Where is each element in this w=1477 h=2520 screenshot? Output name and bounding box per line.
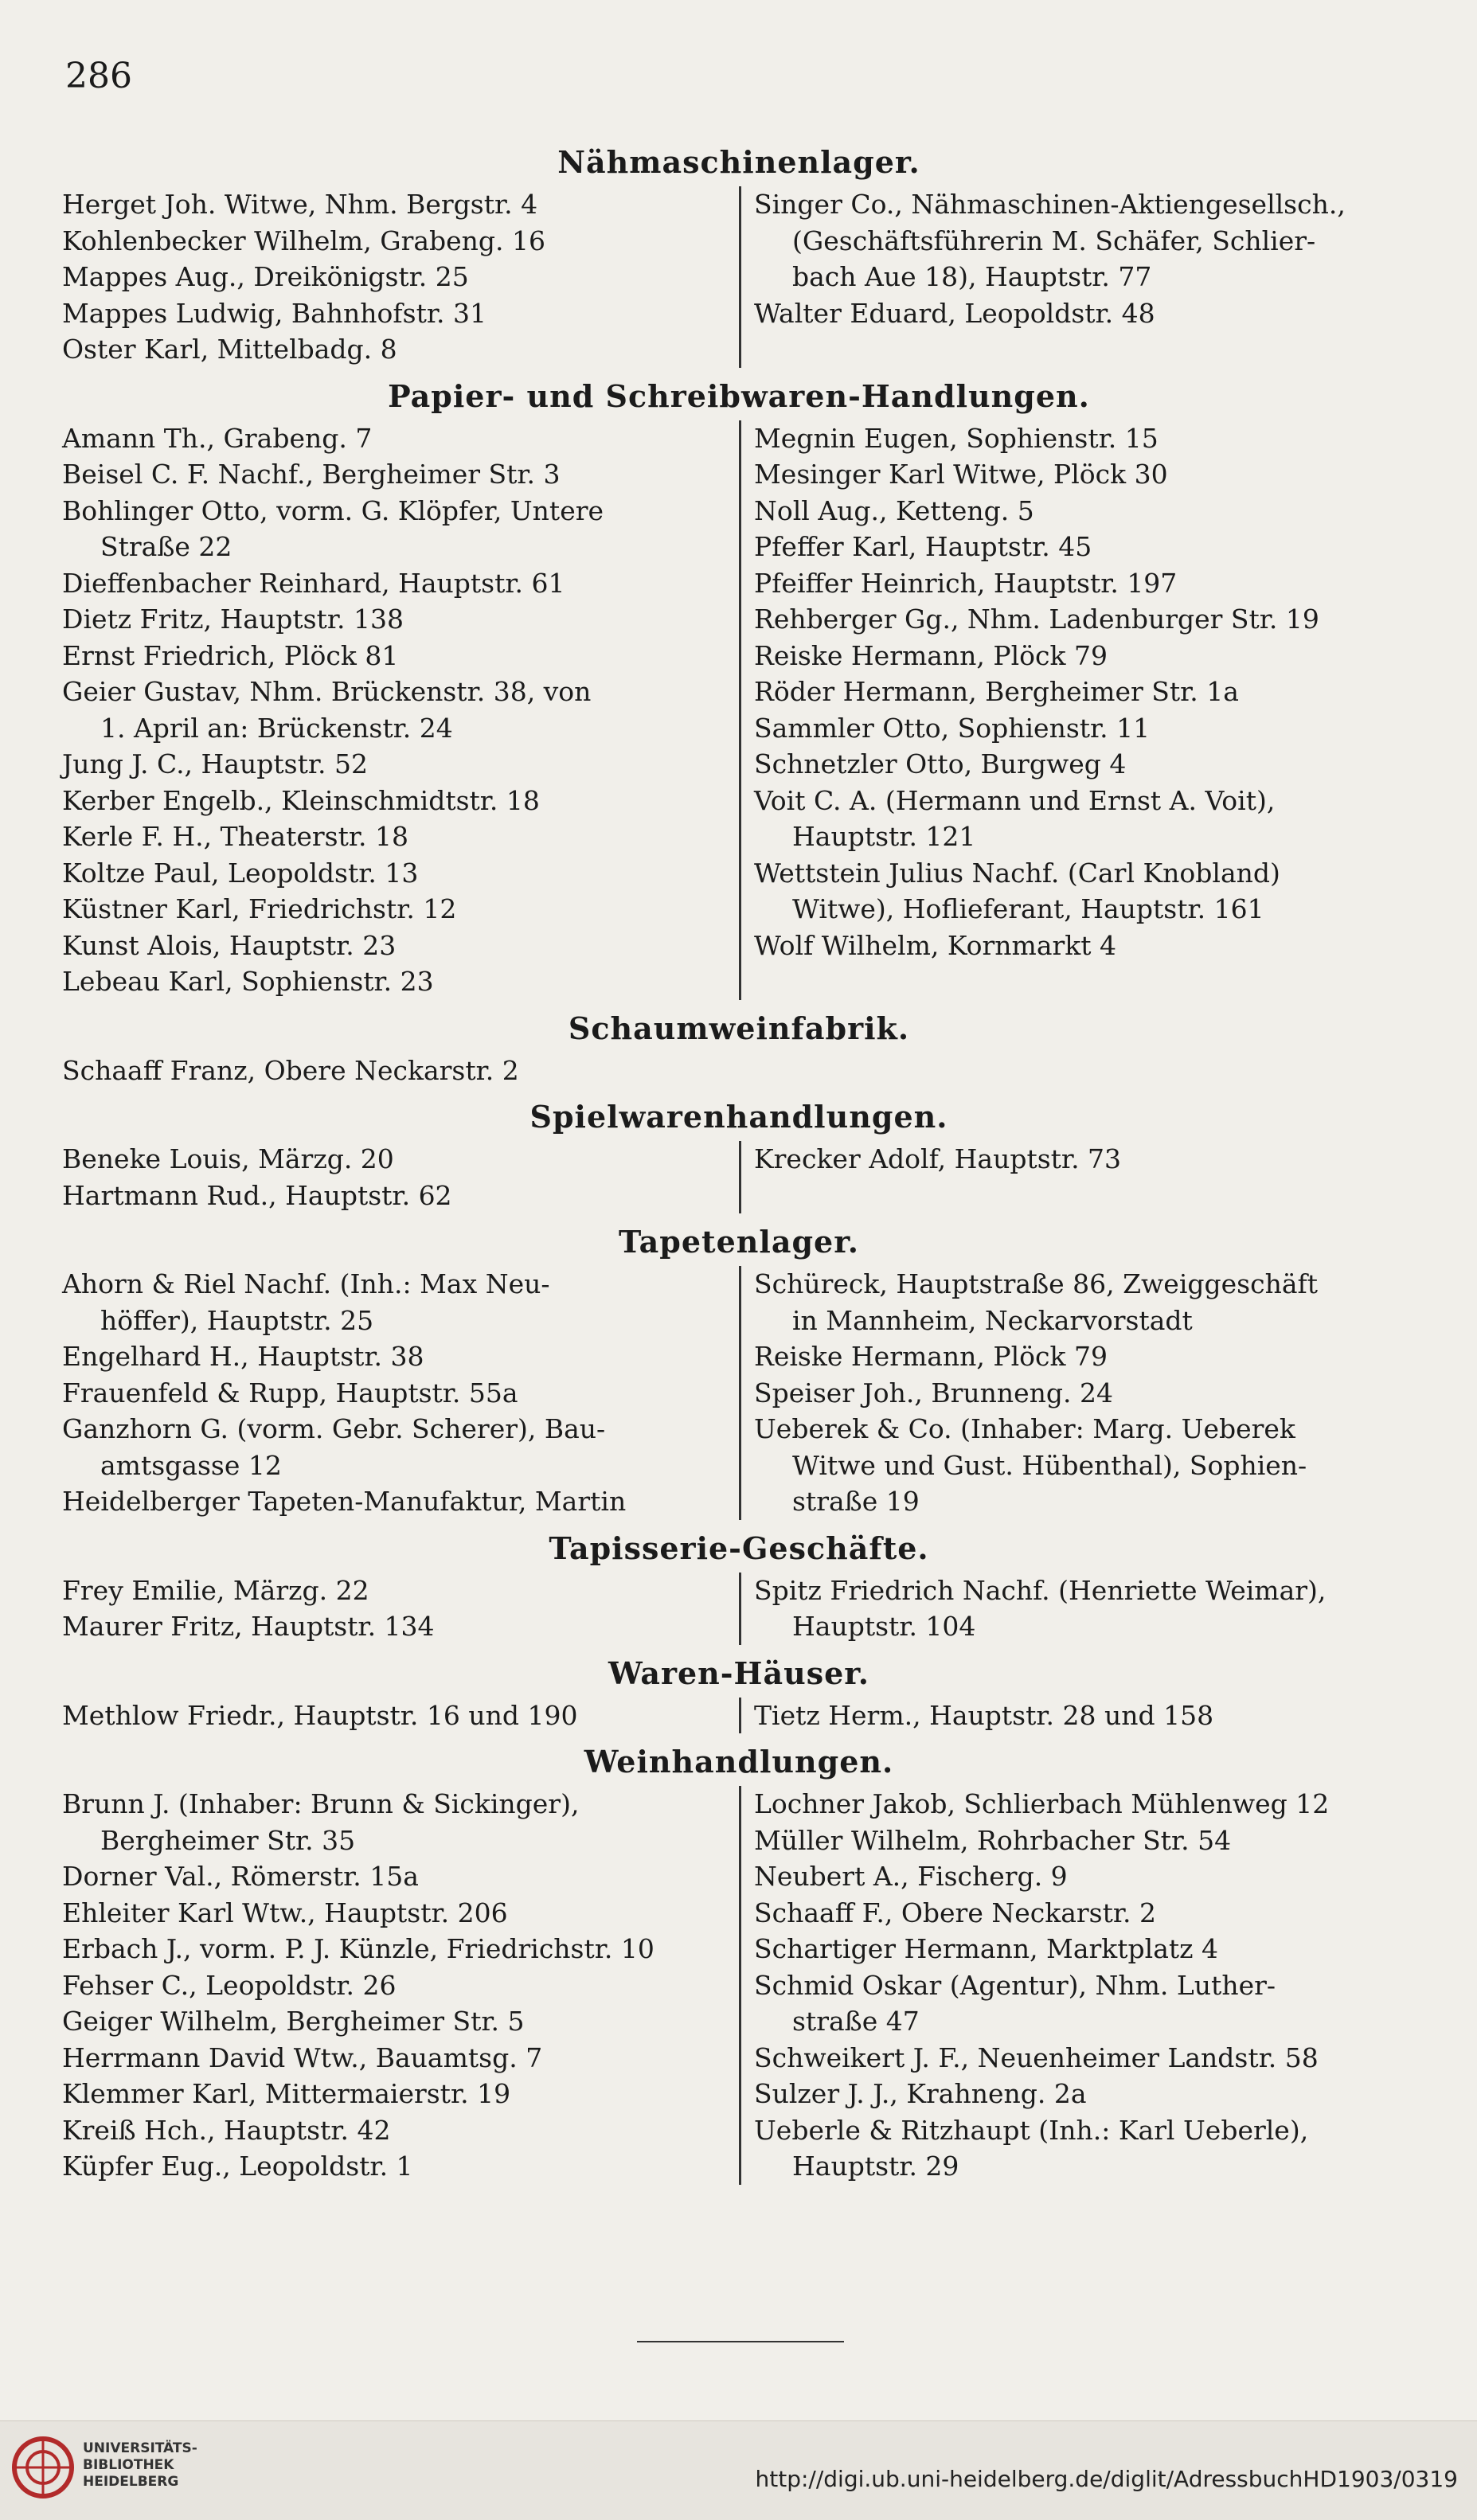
directory-section [62,1006,1416,1089]
directory-entry [754,1858,1416,1895]
directory-entry [754,1895,1416,1932]
entry-line: Engelhard H., Hauptstr. 38 [62,1341,424,1372]
library-name-line: UNIVERSITÄTS- [83,2440,197,2456]
section-title: Papier- und Schreibwaren-Handlungen. [388,377,1090,414]
entry-line: Ahorn & Riel Nachf. (Inh.: Max Neu- [62,1268,550,1299]
entry-line: Schnetzler Otto, Burgweg 4 [754,748,1127,779]
directory-entry [62,1967,731,2004]
directory-entry [754,1573,1416,1645]
section-title: Nähmaschinenlager. [557,144,920,180]
directory-section [62,1526,1416,1645]
directory-entry [62,963,731,1000]
entry-line: Erbach J., vorm. P. J. Künzle, Friedrichstr. 10 [62,1933,654,1964]
entry-line: Spitz Friedrich Nachf. (Henriette Weimar), [754,1574,1327,1606]
directory-entry [62,1895,731,1932]
entry-line: Ernst Friedrich, Plöck 81 [62,639,399,671]
entry-continuation-line: bach Aue 18), Hauptstr. 77 [792,261,1152,292]
entry-line: Schüreck, Hauptstraße 86, Zweiggeschäft [754,1268,1318,1299]
entry-line: Schweikert J. F., Neuenheimer Landstr. 58 [754,2041,1319,2073]
right-column [739,1786,1416,2185]
entry-line: Sammler Otto, Sophienstr. 11 [754,712,1151,744]
entry-line: Mesinger Karl Witwe, Plöck 30 [754,459,1168,490]
directory-entry [62,746,731,783]
directory-entry [754,493,1416,529]
right-column [739,1698,1416,1734]
right-column [739,186,1416,368]
directory-entry [62,891,731,928]
entry-line: Singer Co., Nähmaschinen-Aktiengesellsch., [754,189,1346,220]
directory-entry [754,295,1416,332]
section-title: Schaumweinfabrik. [568,1010,910,1046]
entry-continuation-line: straße 19 [792,1486,920,1517]
entry-line: Beneke Louis, Märzg. 20 [62,1143,394,1174]
entry-line: Noll Aug., Ketteng. 5 [754,494,1034,526]
entry-line: Kohlenbecker Wilhelm, Grabeng. 16 [62,225,546,256]
section-title: Tapetenlager. [619,1224,859,1260]
directory-entry [62,1573,731,1609]
two-column-list [62,186,1416,368]
entry-line: Megnin Eugen, Sophienstr. 15 [754,422,1159,454]
entry-line: Pfeffer Karl, Hauptstr. 45 [754,531,1092,562]
entry-continuation-line: Witwe), Hoflieferant, Hauptstr. 161 [792,893,1264,924]
directory-entry [754,1967,1416,2040]
directory-entry [62,2112,731,2149]
entry-line: Kreiß Hch., Hauptstr. 42 [62,2114,391,2146]
entry-line: Geier Gustav, Nhm. Brückenstr. 38, von [62,676,592,707]
directory-entry [754,1141,1416,1178]
two-column-list [62,420,1416,1000]
directory-entry [62,1786,731,1858]
entry-line: Reiske Hermann, Plöck 79 [754,1341,1108,1372]
directory-entry [62,565,731,602]
entry-line: Dorner Val., Römerstr. 15a [62,1861,419,1892]
entry-line: Sulzer J. J., Krahneng. 2a [754,2078,1087,2109]
directory-entry [754,1698,1416,1734]
directory-entry [754,2112,1416,2185]
section-title: Spielwarenhandlungen. [529,1099,948,1135]
entry-continuation-line: straße 47 [792,2006,920,2037]
directory-entry [754,2040,1416,2077]
entry-continuation-line: höffer), Hauptstr. 25 [100,1304,374,1336]
entry-line: Klemmer Karl, Mittermaierstr. 19 [62,2078,511,2109]
left-column [62,1698,739,1734]
entry-line: Speiser Joh., Brunneng. 24 [754,1377,1114,1408]
source-url-link[interactable]: http://digi.ub.uni-heidelberg.de/diglit/AdressbuchHD1903/0319 [755,2466,1458,2492]
directory-entry [62,601,731,638]
entry-line: Frey Emilie, Märzg. 22 [62,1574,369,1606]
entry-continuation-line: Straße 22 [100,531,232,562]
section-title: Weinhandlungen. [584,1744,894,1780]
entry-line: Küstner Karl, Friedrichstr. 12 [62,893,457,924]
left-column [62,1141,739,1213]
right-column [739,1266,1416,1520]
directory-entry [62,1483,731,1520]
entry-line: Dietz Fritz, Hauptstr. 138 [62,604,404,635]
left-column [62,1266,739,1520]
left-column [62,186,739,368]
directory-section [62,1095,1416,1213]
directory-entry [754,1931,1416,1967]
entry-line: Ganzhorn G. (vorm. Gebr. Scherer), Bau- [62,1413,606,1444]
directory-entry [754,638,1416,674]
entry-line: Koltze Paul, Leopoldstr. 13 [62,857,419,889]
entry-continuation-line: Bergheimer Str. 35 [100,1824,356,1856]
page-number: 286 [65,56,132,96]
entry-line: Kerle F. H., Theaterstr. 18 [62,821,408,852]
two-column-list [62,1141,1416,1213]
two-column-list [62,1573,1416,1645]
directory-entry [62,1141,731,1178]
entry-line: Herget Joh. Witwe, Nhm. Bergstr. 4 [62,189,538,220]
directory-section [62,374,1416,1000]
directory-entry [754,928,1416,964]
directory-entry [62,928,731,964]
directory-entry [754,1411,1416,1520]
library-footer [0,2420,1477,2520]
directory-entry [754,746,1416,783]
directory-content [62,135,1416,2191]
directory-entry [62,1375,731,1412]
entry-continuation-line: Hauptstr. 121 [792,821,976,852]
entry-line: Fehser C., Leopoldstr. 26 [62,1969,397,2001]
directory-entry [754,529,1416,565]
two-column-list [62,1266,1416,1520]
entry-line: Amann Th., Grabeng. 7 [62,422,373,454]
directory-entry [62,186,731,223]
right-column [739,1141,1416,1213]
directory-entry [62,674,731,746]
directory-entry [62,223,731,260]
directory-entry [754,186,1416,295]
university-library-logo-icon [11,2436,75,2499]
directory-entry [62,2040,731,2077]
entry-line: Ueberek & Co. (Inhaber: Marg. Ueberek [754,1413,1295,1444]
entry-line: Reiske Hermann, Plöck 79 [754,639,1108,671]
entry-line: Krecker Adolf, Hauptstr. 73 [754,1143,1122,1174]
directory-entry: Schaaff Franz, Obere Neckarstr. 2 [62,1054,519,1086]
entry-line: Oster Karl, Mittelbadg. 8 [62,334,397,365]
entry-line: Jung J. C., Hauptstr. 52 [62,748,368,779]
directory-entry [62,638,731,674]
directory-entry [62,2003,731,2040]
entry-line: Pfeiffer Heinrich, Hauptstr. 197 [754,567,1178,599]
entry-line: Geiger Wilhelm, Bergheimer Str. 5 [62,2006,525,2037]
directory-entry [754,1786,1416,1823]
entry-line: Voit C. A. (Hermann und Ernst A. Voit), [754,784,1276,816]
directory-entry [754,456,1416,493]
left-column [62,1786,739,2185]
directory-entry [62,1858,731,1895]
entry-line: Wettstein Julius Nachf. (Carl Knobland) [754,857,1280,889]
single-column [62,1053,1416,1089]
entry-line: Heidelberger Tapeten-Manufaktur, Martin [62,1486,627,1517]
entry-line: Schartiger Hermann, Marktplatz 4 [754,1933,1219,1964]
entry-line: Ehleiter Karl Wtw., Hauptstr. 206 [62,1897,508,1928]
two-column-list [62,1786,1416,2185]
directory-entry [754,565,1416,602]
directory-entry [62,783,731,819]
directory-section [62,1740,1416,2185]
entry-line: Dieffenbacher Reinhard, Hauptstr. 61 [62,567,565,599]
entry-line: Mappes Aug., Dreikönigstr. 25 [62,261,469,292]
entry-line: Kerber Engelb., Kleinschmidtstr. 18 [62,784,540,816]
entry-line: Kunst Alois, Hauptstr. 23 [62,929,397,961]
directory-entry [62,1698,731,1734]
library-name-line: HEIDELBERG [83,2474,179,2490]
entry-line: Schaaff F., Obere Neckarstr. 2 [754,1897,1157,1928]
entry-continuation-line: (Geschäftsführerin M. Schäfer, Schlier- [792,225,1316,256]
entry-line: Rehberger Gg., Nhm. Ladenburger Str. 19 [754,604,1319,635]
directory-entry [754,1823,1416,1859]
entry-continuation-line: 1. April an: Brückenstr. 24 [100,712,453,744]
directory-entry [62,2148,731,2185]
entry-line: Schmid Oskar (Agentur), Nhm. Luther- [754,1969,1276,2001]
section-title: Waren-Häuser. [608,1655,870,1691]
directory-entry [62,456,731,493]
directory-entry [754,2076,1416,2112]
directory-entry [62,1931,731,1967]
entry-line: Bohlinger Otto, vorm. G. Klöpfer, Untere [62,494,604,526]
left-column [62,420,739,1000]
directory-entry [62,420,731,457]
directory-entry [754,783,1416,855]
end-rule [637,2341,844,2342]
entry-line: Herrmann David Wtw., Bauamtsg. 7 [62,2041,543,2073]
entry-line: Lochner Jakob, Schlierbach Mühlenweg 12 [754,1788,1330,1819]
directory-entry [754,674,1416,710]
directory-entry [62,331,731,368]
directory-entry [62,493,731,565]
entry-line: Lebeau Karl, Sophienstr. 23 [62,966,434,997]
directory-entry [754,710,1416,747]
entry-line: Frauenfeld & Rupp, Hauptstr. 55a [62,1377,518,1408]
entry-continuation-line: amtsgasse 12 [100,1449,282,1481]
directory-entry [62,819,731,855]
directory-entry [754,1375,1416,1412]
entry-continuation-line: Hauptstr. 104 [792,1611,976,1642]
entry-line: Mappes Ludwig, Bahnhofstr. 31 [62,297,486,329]
directory-entry [62,1411,731,1483]
directory-entry [754,855,1416,928]
entry-line: Walter Eduard, Leopoldstr. 48 [754,297,1155,329]
right-column [739,420,1416,1000]
directory-entry [754,601,1416,638]
directory-entry [62,295,731,332]
entry-line: Küpfer Eug., Leopoldstr. 1 [62,2151,413,2182]
entry-line: Tietz Herm., Hauptstr. 28 und 158 [754,1699,1214,1731]
entry-line: Wolf Wilhelm, Kornmarkt 4 [754,929,1117,961]
directory-section [62,1651,1416,1734]
section-title: Tapisserie-Geschäfte. [549,1530,929,1566]
entry-line: Maurer Fritz, Hauptstr. 134 [62,1611,435,1642]
entry-line: Brunn J. (Inhaber: Brunn & Sickinger), [62,1788,580,1819]
directory-entry [754,420,1416,457]
library-name [83,2440,197,2491]
entry-line: Neubert A., Fischerg. 9 [754,1861,1068,1892]
directory-entry [754,1338,1416,1375]
directory-entry [62,2076,731,2112]
entry-line: Müller Wilhelm, Rohrbacher Str. 54 [754,1824,1232,1856]
directory-entry [62,1608,731,1645]
directory-entry [62,1178,731,1214]
directory-entry [62,855,731,892]
directory-entry [62,1338,731,1375]
directory-section [62,1220,1416,1520]
entry-line: Röder Hermann, Bergheimer Str. 1a [754,676,1239,707]
entry-line: Hartmann Rud., Hauptstr. 62 [62,1179,452,1211]
entry-continuation-line: in Mannheim, Neckarvorstadt [792,1304,1193,1336]
entry-line: Ueberle & Ritzhaupt (Inh.: Karl Ueberle), [754,2114,1309,2146]
left-column [62,1573,739,1645]
entry-continuation-line: Hauptstr. 29 [792,2151,959,2182]
library-name-line: BIBLIOTHEK [83,2457,174,2473]
entry-line: Methlow Friedr., Hauptstr. 16 und 190 [62,1699,578,1731]
right-column [739,1573,1416,1645]
directory-entry [62,1266,731,1338]
directory-entry [754,1266,1416,1338]
directory-section [62,140,1416,368]
entry-line: Beisel C. F. Nachf., Bergheimer Str. 3 [62,459,561,490]
directory-entry [62,259,731,295]
entry-continuation-line: Witwe und Gust. Hübenthal), Sophien- [792,1449,1307,1481]
two-column-list [62,1698,1416,1734]
